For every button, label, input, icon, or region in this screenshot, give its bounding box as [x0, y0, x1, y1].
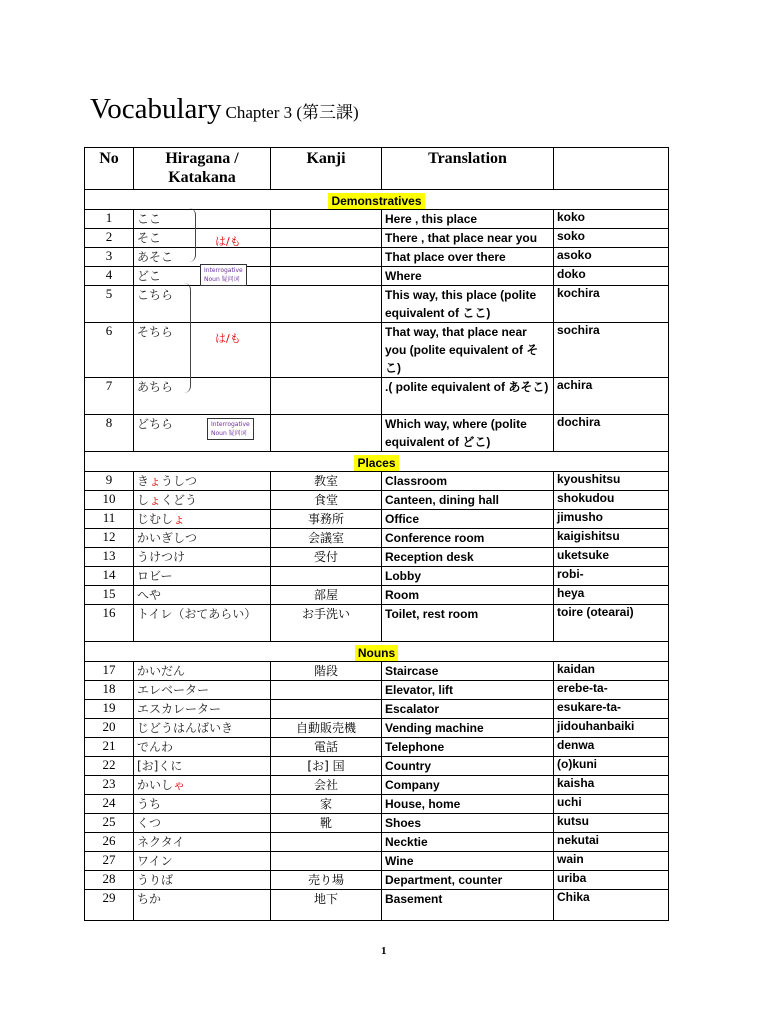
row-romaji: Chika [554, 890, 669, 921]
row-kanji [271, 567, 382, 586]
row-hiragana: エレベーター [134, 681, 271, 700]
table-row [85, 757, 669, 776]
row-no: 17 [85, 662, 134, 681]
row-kanji [271, 210, 382, 229]
row-kanji: お手洗い [271, 605, 382, 642]
table-row [85, 415, 669, 452]
section-nouns: Nouns [355, 645, 398, 661]
row-kanji: 自動販売機 [271, 719, 382, 738]
table-row [85, 719, 669, 738]
row-romaji: kyoushitsu [554, 472, 669, 491]
row-translation: This way, this place (polite equivalent of ここ) [382, 286, 554, 323]
row-kanji [271, 286, 382, 323]
table-row [85, 890, 669, 921]
section-demonstratives: Demonstratives [328, 193, 424, 209]
row-translation: Which way, where (polite equivalent of どこ) [382, 415, 554, 452]
row-hiragana: ネクタイ [134, 833, 271, 852]
row-hiragana: あそこ [134, 248, 271, 267]
row-hiragana: じどうはんばいき [134, 719, 271, 738]
table-row [85, 586, 669, 605]
row-romaji: robi- [554, 567, 669, 586]
table-row [85, 833, 669, 852]
table-row [85, 248, 669, 267]
row-kanji: 会社 [271, 776, 382, 795]
row-kanji [271, 415, 382, 452]
header-kanji: Kanji [271, 148, 382, 190]
row-romaji: denwa [554, 738, 669, 757]
row-translation: That way, that place near you (polite equivalent of そこ) [382, 323, 554, 378]
row-translation: Escalator [382, 700, 554, 719]
row-romaji: asoko [554, 248, 669, 267]
row-translation: Necktie [382, 833, 554, 852]
row-kanji: 靴 [271, 814, 382, 833]
row-kanji: 受付 [271, 548, 382, 567]
header-translation: Translation [382, 148, 554, 190]
row-hiragana: うけつけ [134, 548, 271, 567]
row-romaji: kochira [554, 286, 669, 323]
section-places: Places [354, 455, 398, 471]
table-row [85, 210, 669, 229]
row-hiragana: かいしゃ [134, 776, 271, 795]
row-kanji [271, 378, 382, 415]
table-row [85, 323, 669, 378]
row-kanji [271, 229, 382, 248]
row-translation: Staircase [382, 662, 554, 681]
row-romaji: koko [554, 210, 669, 229]
row-no: 25 [85, 814, 134, 833]
row-no: 22 [85, 757, 134, 776]
row-kanji: 事務所 [271, 510, 382, 529]
title-sub: Chapter 3 (第三課) [225, 103, 359, 122]
wa-mo-note: は/も [215, 332, 241, 345]
table-row [85, 548, 669, 567]
header-hiragana: Hiragana / Katakana [134, 148, 271, 190]
row-hiragana: そこ [134, 229, 271, 248]
brace-group-1 [189, 208, 196, 262]
row-kanji: 電話 [271, 738, 382, 757]
row-kanji: 地下 [271, 890, 382, 921]
row-romaji: nekutai [554, 833, 669, 852]
row-romaji: toire (otearai) [554, 605, 669, 642]
row-romaji: uriba [554, 871, 669, 890]
row-translation: Lobby [382, 567, 554, 586]
row-translation: Canteen, dining hall [382, 491, 554, 510]
row-translation: Where [382, 267, 554, 286]
row-kanji: 食堂 [271, 491, 382, 510]
row-no: 14 [85, 567, 134, 586]
row-kanji [271, 323, 382, 378]
row-kanji: 教室 [271, 472, 382, 491]
table-row [85, 267, 669, 286]
row-romaji: soko [554, 229, 669, 248]
table-row [85, 681, 669, 700]
row-translation: House, home [382, 795, 554, 814]
interrogative-callout: Interrogative Noun 疑问词 [200, 264, 247, 286]
row-hiragana: くつ [134, 814, 271, 833]
row-no: 20 [85, 719, 134, 738]
row-romaji: uchi [554, 795, 669, 814]
row-no: 21 [85, 738, 134, 757]
row-no: 26 [85, 833, 134, 852]
row-no: 23 [85, 776, 134, 795]
row-romaji: uketsuke [554, 548, 669, 567]
row-romaji: wain [554, 852, 669, 871]
row-hiragana: どちら [134, 415, 271, 452]
row-romaji: achira [554, 378, 669, 415]
row-translation: Classroom [382, 472, 554, 491]
row-kanji: 階段 [271, 662, 382, 681]
row-hiragana: きょうしつ [134, 472, 271, 491]
row-translation: Department, counter [382, 871, 554, 890]
row-kanji: 売り場 [271, 871, 382, 890]
row-translation: Office [382, 510, 554, 529]
row-romaji: kaidan [554, 662, 669, 681]
row-romaji: kutsu [554, 814, 669, 833]
row-translation: Shoes [382, 814, 554, 833]
row-translation: Here , this place [382, 210, 554, 229]
row-no: 5 [85, 286, 134, 323]
row-kanji: 会議室 [271, 529, 382, 548]
row-translation: Conference room [382, 529, 554, 548]
row-hiragana: こちら [134, 286, 271, 323]
row-romaji: dochira [554, 415, 669, 452]
row-translation: Toilet, rest room [382, 605, 554, 642]
header-row [85, 148, 669, 190]
row-translation: Basement [382, 890, 554, 921]
table-row [85, 510, 669, 529]
page-number: 1 [381, 945, 387, 957]
row-no: 29 [85, 890, 134, 921]
wa-mo-note: は/も [215, 235, 241, 248]
row-hiragana: うち [134, 795, 271, 814]
header-no: No [85, 148, 134, 190]
row-no: 4 [85, 267, 134, 286]
row-hiragana: どこ [134, 267, 271, 286]
row-romaji: jimusho [554, 510, 669, 529]
table-row [85, 605, 669, 642]
row-no: 3 [85, 248, 134, 267]
row-translation: .( polite equivalent of あそこ) [382, 378, 554, 415]
row-romaji: shokudou [554, 491, 669, 510]
row-translation: There , that place near you [382, 229, 554, 248]
row-hiragana: へや [134, 586, 271, 605]
table-row [85, 472, 669, 491]
row-romaji: sochira [554, 323, 669, 378]
row-kanji [271, 267, 382, 286]
row-romaji: kaisha [554, 776, 669, 795]
row-no: 7 [85, 378, 134, 415]
row-romaji: heya [554, 586, 669, 605]
table-row [85, 871, 669, 890]
row-hiragana: しょくどう [134, 491, 271, 510]
row-no: 12 [85, 529, 134, 548]
row-translation: That place over there [382, 248, 554, 267]
row-hiragana: ここ [134, 210, 271, 229]
row-romaji: jidouhanbaiki [554, 719, 669, 738]
row-no: 16 [85, 605, 134, 642]
table-row [85, 378, 669, 415]
table-row [85, 814, 669, 833]
row-no: 8 [85, 415, 134, 452]
table-row [85, 852, 669, 871]
row-romaji: esukare-ta- [554, 700, 669, 719]
header-romaji [554, 148, 669, 190]
table-row [85, 286, 669, 323]
table-row [85, 776, 669, 795]
brace-group-2 [184, 283, 191, 393]
table-row [85, 738, 669, 757]
row-hiragana: かいだん [134, 662, 271, 681]
row-no: 13 [85, 548, 134, 567]
row-hiragana: トイレ（おてあらい） [134, 605, 271, 642]
row-hiragana: そちら [134, 323, 271, 378]
row-translation: Wine [382, 852, 554, 871]
row-no: 6 [85, 323, 134, 378]
row-hiragana: うりば [134, 871, 271, 890]
row-hiragana: ちか [134, 890, 271, 921]
row-hiragana: かいぎしつ [134, 529, 271, 548]
table-row [85, 662, 669, 681]
row-hiragana: あちら [134, 378, 271, 415]
vocabulary-table [84, 147, 669, 921]
row-kanji [271, 248, 382, 267]
row-kanji [271, 852, 382, 871]
interrogative-callout: Interrogative Noun 疑问词 [207, 418, 254, 440]
row-kanji [271, 700, 382, 719]
row-no: 15 [85, 586, 134, 605]
row-hiragana: [お]くに [134, 757, 271, 776]
row-romaji: erebe-ta- [554, 681, 669, 700]
row-no: 10 [85, 491, 134, 510]
row-hiragana: じむしょ [134, 510, 271, 529]
row-translation: Reception desk [382, 548, 554, 567]
table-row [85, 795, 669, 814]
table-row [85, 567, 669, 586]
row-hiragana: ワイン [134, 852, 271, 871]
row-translation: Vending machine [382, 719, 554, 738]
row-translation: Country [382, 757, 554, 776]
table-row [85, 491, 669, 510]
page-title [90, 93, 359, 126]
row-translation: Telephone [382, 738, 554, 757]
table-row [85, 700, 669, 719]
row-kanji [271, 833, 382, 852]
table-row [85, 529, 669, 548]
row-no: 18 [85, 681, 134, 700]
row-no: 2 [85, 229, 134, 248]
row-no: 1 [85, 210, 134, 229]
row-kanji [271, 681, 382, 700]
row-no: 27 [85, 852, 134, 871]
title-main: Vocabulary [90, 93, 222, 125]
row-kanji: [お] 国 [271, 757, 382, 776]
section-row [85, 190, 669, 210]
row-kanji: 家 [271, 795, 382, 814]
row-translation: Company [382, 776, 554, 795]
row-hiragana: エスカレーター [134, 700, 271, 719]
row-translation: Room [382, 586, 554, 605]
section-row [85, 452, 669, 472]
section-row [85, 642, 669, 662]
row-no: 9 [85, 472, 134, 491]
row-romaji: (o)kuni [554, 757, 669, 776]
row-translation: Elevator, lift [382, 681, 554, 700]
row-kanji: 部屋 [271, 586, 382, 605]
table-row [85, 229, 669, 248]
row-no: 24 [85, 795, 134, 814]
row-no: 11 [85, 510, 134, 529]
row-romaji: doko [554, 267, 669, 286]
row-no: 19 [85, 700, 134, 719]
row-hiragana: でんわ [134, 738, 271, 757]
row-hiragana: ロビー [134, 567, 271, 586]
row-romaji: kaigishitsu [554, 529, 669, 548]
row-no: 28 [85, 871, 134, 890]
